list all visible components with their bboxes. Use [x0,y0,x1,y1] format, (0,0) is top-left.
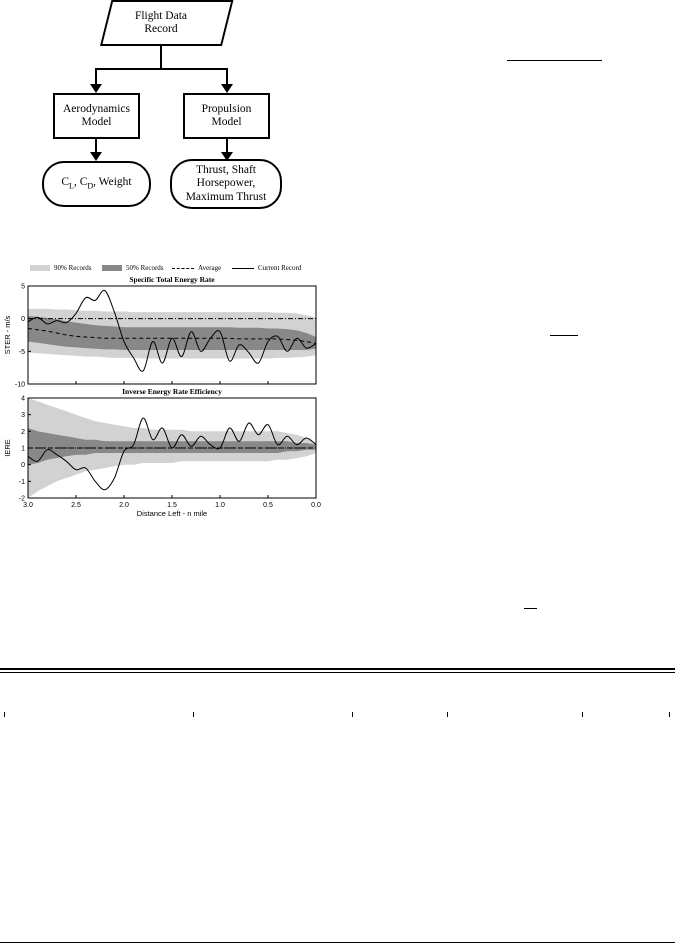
prop-line1: Propulsion [201,102,252,115]
cd-symbol: , C [73,175,88,188]
out2-line3: Maximum Thrust [185,190,267,203]
iere-xtick-label: 3.0 [23,502,33,509]
iere-xlabel: Distance Left - n mile [136,509,208,518]
iere-xtick-label: 1.5 [167,502,177,509]
iere-ytick-label: 3 [21,412,25,420]
arrow-head-aero [90,84,102,93]
legend-label-current: Current Record [258,264,302,272]
table-bottom-rule [0,942,675,943]
connector-aero-out [95,139,97,153]
aero-line2: Model [81,116,112,128]
aerodynamics-model-node [53,93,140,139]
iere-ytick-label: 2 [21,428,25,436]
table-top-rule-1 [0,668,675,670]
column-tick [4,712,5,717]
column-tick [582,712,583,717]
cl-subscript: L [69,180,74,190]
ster-ytick-label: 5 [21,283,25,291]
flowchart [0,0,330,215]
iere-ytick-label: 4 [21,395,25,403]
iere-title: Inverse Energy Rate Efficiency [122,387,222,396]
legend-label-p50: 50% Records [126,264,164,272]
aero-line1: Aerodynamics [62,102,131,115]
table-top-rule-2 [0,672,675,673]
aero-output-node [42,161,151,207]
column-tick [193,712,194,717]
chart-figure [0,258,330,528]
iere-ytick-label: -2 [18,495,25,503]
ster-ytick-label: -5 [18,348,25,356]
prop-line2: Model [211,116,242,128]
cd-subscript: D [87,180,94,190]
fraction-bar-3 [524,608,537,609]
fraction-bar-2 [550,335,578,336]
column-tick [669,712,670,717]
fraction-bar-1 [507,60,602,61]
weight-text: , Weight [93,175,132,188]
iere-xtick-label: 1.0 [215,502,225,509]
ster-ytick-label: -10 [14,381,25,389]
arrow-head-out1 [90,152,102,161]
out2-line1: Thrust, Shaft [195,163,257,176]
record-line2: Record [144,23,178,35]
column-tick [352,712,353,717]
propulsion-output-node [170,159,282,209]
iere-ytick-label: 0 [21,462,25,470]
iere-xtick-label: 2.5 [71,502,81,509]
iere-panel [3,387,321,518]
propulsion-model-node [183,93,270,139]
cl-symbol: C [61,175,70,188]
iere-ytick-label: -1 [18,478,25,486]
legend-label-avg: Average [198,264,222,272]
ster-ytick-label: 0 [21,316,25,324]
ster-title: Specific Total Energy Rate [129,275,215,284]
legend-label-p90: 90% Records [54,264,92,272]
column-tick [447,712,448,717]
iere-xtick-label: 2.0 [119,502,129,509]
out2-line2: Horsepower, [196,177,256,190]
arrow-head-prop [221,84,233,93]
connector-prop-out [226,139,228,153]
energy-rate-charts [0,258,330,528]
ster-panel [3,275,316,389]
iere-ylabel: IERE [3,439,12,457]
iere-ytick-label: 1 [21,445,25,453]
iere-xtick-label: 0.0 [311,502,321,509]
record-line1: Flight Data [134,9,188,22]
iere-xtick-label: 0.5 [263,502,273,509]
ster-ylabel: STER - m/s [3,315,12,355]
